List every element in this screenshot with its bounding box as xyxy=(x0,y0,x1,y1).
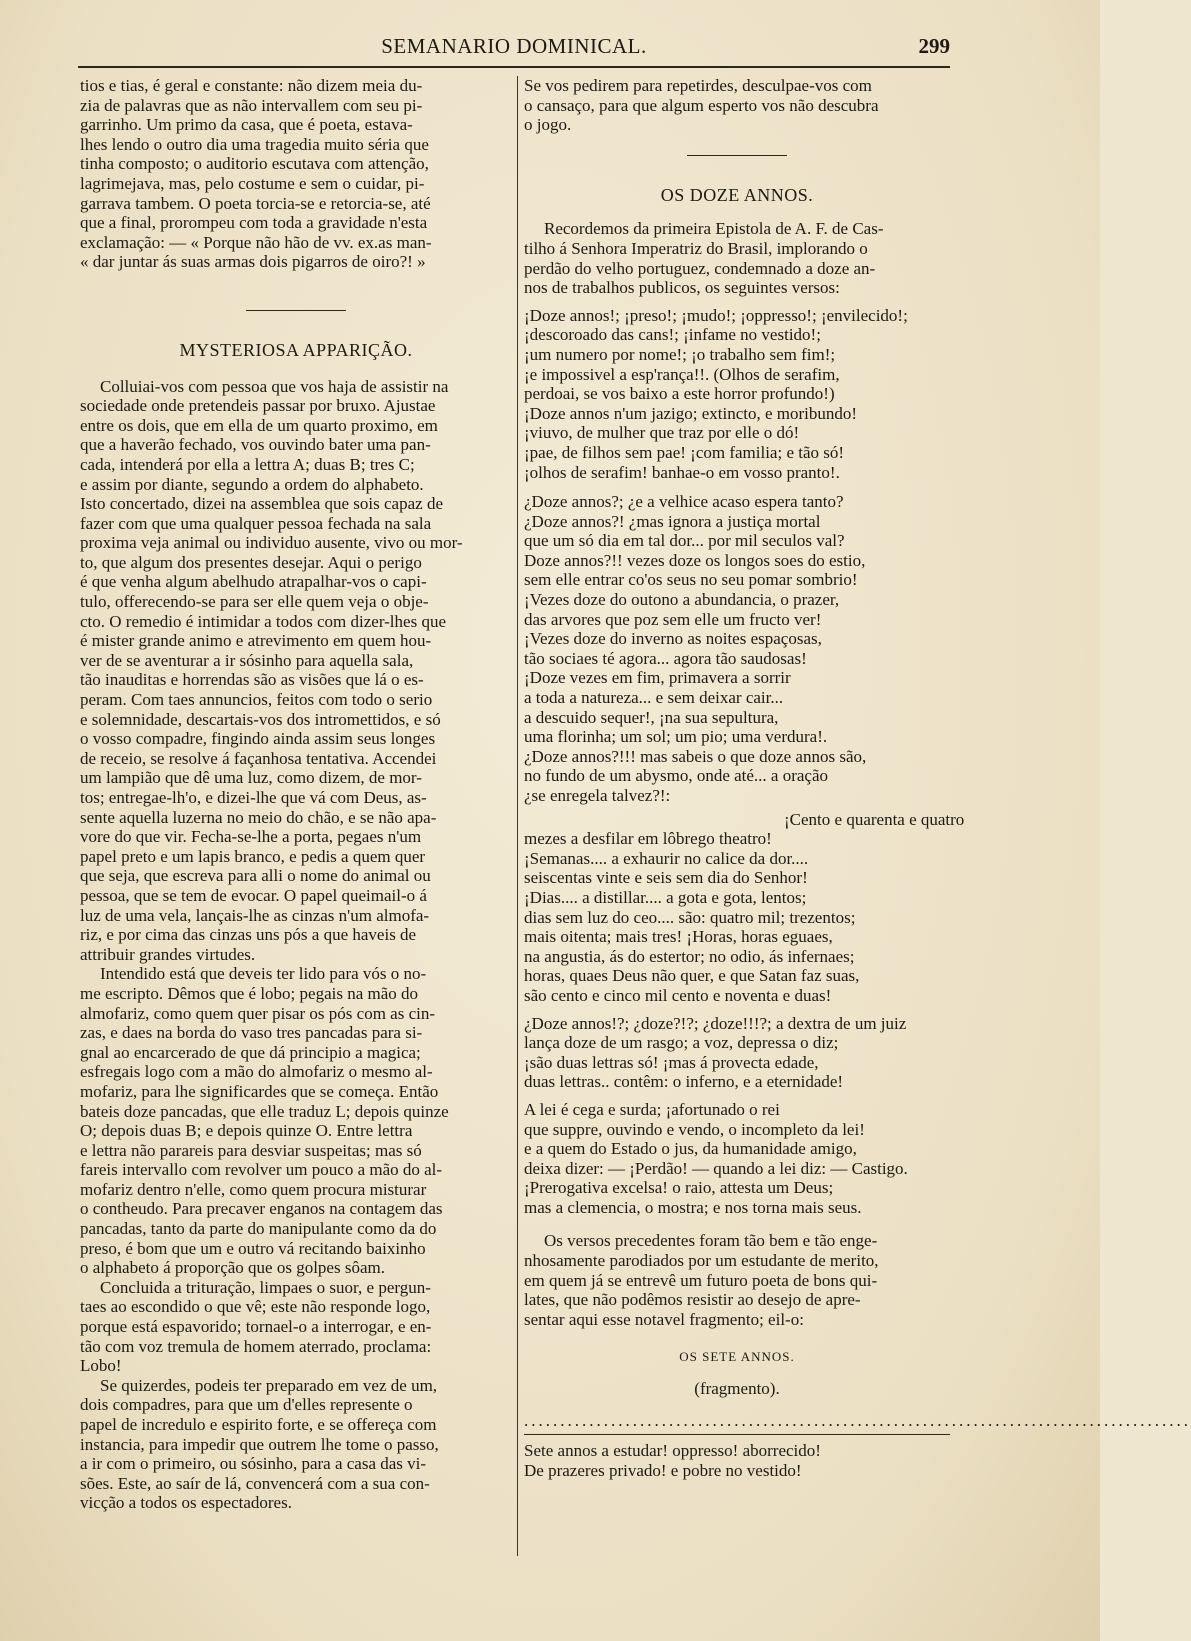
text-line: porque está espavorido; tornael-o a interrogar, e en- xyxy=(80,1317,432,1337)
text-line: tos; entregae-lh'o, e dizei-lhe que vá com Deus, as- xyxy=(80,788,427,807)
text-line: lança doze de um rasgo; a voz, depressa o diz; xyxy=(524,1033,839,1053)
text-line: ¡Prerogativa excelsa! o raio, attesta um Deus; xyxy=(524,1178,834,1198)
page-header xyxy=(78,32,950,66)
left-column xyxy=(80,76,512,1513)
text-line: « dar juntar ás suas armas dois pigarros de oiro?! » xyxy=(80,252,426,272)
text-line: sões. Este, ao saír de lá, convencerá com a sua con- xyxy=(80,1473,430,1493)
text-line: tinha composto; o auditorio escutava com attenção, xyxy=(80,154,429,174)
text-line: exclamação: — « Porque não hão de vv. ex.as man- xyxy=(80,232,432,252)
column-divider xyxy=(517,76,518,1556)
text-line: são cento e cinco mil cento e noventa e duas! xyxy=(524,985,832,1005)
text-line: ¡Doze annos n'um jazigo; extincto, e moribundo! xyxy=(524,403,858,423)
text-line: um lampião que dê uma luz, como dizem, de mor- xyxy=(80,768,422,788)
text-line: perdoai, se vos baixo a este horror profundo!) xyxy=(524,384,835,404)
text-line: uma florinha; um sol; um pio; uma verdura!. xyxy=(524,727,828,747)
text-line: mais oitenta; mais tres! ¡Horas, horas eguaes, xyxy=(524,927,833,947)
text-line: no fundo de um abysmo, onde até... a oração xyxy=(524,766,829,786)
text-line: ¿Doze annos?!!! mas sabeis o que doze annos são, xyxy=(524,746,867,766)
text-line: nos de trabalhos publicos, os seguintes versos: xyxy=(524,278,840,298)
text-line: Concluida a trituração, limpaes o suor, e pergun- xyxy=(100,1277,431,1297)
text-line: o alphabeto á proporção que os golpes sôam. xyxy=(80,1258,385,1278)
text-line: A lei é cega e surda; ¡afortunado o rei xyxy=(524,1099,780,1119)
text-line: ¡viuvo, de mulher que traz por elle o dó! xyxy=(524,423,800,443)
text-line: Isto concertado, dizei na assemblea que sois capaz de xyxy=(80,494,443,514)
text-line: peram. Com taes annuncios, feitos com todo o serio xyxy=(80,690,433,710)
text-line: pessoa, que se tem de evocar. O papel queimail-o á xyxy=(80,885,427,905)
right-column xyxy=(524,76,1191,1480)
text-line: tulo, offerecendo-se para ser elle quem veja o obje- xyxy=(80,592,429,612)
text-line: e lettra não parareis para desviar suspeitas; mas só xyxy=(80,1140,422,1160)
text-line: lhes lendo o outro dia uma tragedia muito séria que xyxy=(80,134,429,154)
text-line: é que venha algum abelhudo atrapalhar-vos o capi- xyxy=(80,572,427,592)
text-line: Doze annos?!! vezes doze os longos soes do estio, xyxy=(524,550,866,570)
verse-stanza-2 xyxy=(524,492,950,806)
section-title-doze-annos: OS DOZE ANNOS. xyxy=(660,184,814,205)
left-intro-paragraph xyxy=(80,76,512,272)
text-line: dias sem luz do ceo.... são: quatro mil; trezentos; xyxy=(524,907,856,927)
right-intro-paragraph xyxy=(524,76,950,135)
text-line: sentar aqui esse notavel fragmento; eil-o: xyxy=(524,1309,804,1329)
text-line: ¡olhos de serafim! banhae-o em vosso pranto!. xyxy=(524,462,840,482)
text-line: gnal ao encarcerado de que dá principio a magica; xyxy=(80,1042,421,1062)
text-line: Os versos precedentes foram tão bem e tão enge- xyxy=(544,1231,878,1251)
text-line: ¡são duas lettras só! ¡mas á provecta edade, xyxy=(524,1052,819,1072)
text-line: que suppre, ouvindo e vendo, o incompleto da lei! xyxy=(524,1119,865,1139)
text-line: Recordemos da primeira Epistola de A. F. de Cas- xyxy=(544,219,884,239)
paragraph-os-versos xyxy=(524,1231,950,1329)
text-line: ¡descoroado das cans!; ¡infame no vestido!; xyxy=(524,325,821,345)
text-line: attribuir grandes virtudes. xyxy=(80,944,256,964)
text-line: mas a clemencia, o mostra; e nos torna mais seus. xyxy=(524,1197,862,1217)
text-line: na angustia, ás do estertor; no odio, ás infernaes; xyxy=(524,946,855,966)
text-line: dois compadres, para que um d'elles represente o xyxy=(80,1395,413,1415)
text-line: o cansaço, para que algum esperto vos não descubra xyxy=(524,95,879,115)
text-line: to, que algum dos presentes desejar. Aqui o perigo xyxy=(80,552,422,572)
text-line: mofariz dentro n'elle, como quem procura misturar xyxy=(80,1179,427,1199)
text-line: seiscentas vinte e seis sem dia do Senhor! xyxy=(524,868,808,888)
text-line: ¡Doze annos!; ¡preso!; ¡mudo!; ¡oppresso!; ¡envilecido!; xyxy=(524,305,908,325)
text-line: das arvores que poz sem elle um fructo ver! xyxy=(524,609,822,629)
text-line: Sete annos a estudar! oppresso! aborrecido! xyxy=(524,1441,821,1461)
text-line: entre os dois, que em ella de um quarto proximo, em xyxy=(80,415,438,435)
text-line: fareis intervallo com revolver um pouco a mão do al- xyxy=(80,1160,443,1180)
text-line: riz, e por cima das cinzas uns pós a que haveis de xyxy=(80,925,417,945)
text-line: perdão do velho portuguez, condemnado a doze an- xyxy=(524,258,876,278)
text-line: deixa dizer: — ¡Perdão! — quando a lei diz: — Castigo. xyxy=(524,1158,908,1178)
text-line: ¿Doze annos!?; ¿doze?!?; ¿doze!!!?; a dextra de um juiz xyxy=(524,1013,907,1033)
text-line: em quem já se entrevê um futuro poeta de bons qui- xyxy=(524,1270,878,1290)
text-line: ¡um numero por nome!; ¡o trabalho sem fim!; xyxy=(524,344,836,364)
paragraph-colluiai xyxy=(80,377,512,965)
text-line: a ir com o primeiro, ou sósinho, para a casa das vi- xyxy=(80,1454,427,1474)
text-line: ver de se aventurar a ir sósinho para aquella sala, xyxy=(80,650,414,670)
text-line: vore do que vir. Fecha-se-lhe a porta, pegaes n'um xyxy=(80,827,422,847)
text-line: a descuido sequer!, ¡na sua sepultura, xyxy=(524,707,779,727)
page-number: 299 xyxy=(918,34,950,58)
ellipsis-line: ............................................................................................ xyxy=(524,1410,1191,1430)
text-line: garrava tambem. O poeta torcia-se e retorcia-se, até xyxy=(80,193,431,213)
paragraph-recordemos xyxy=(524,219,950,297)
verse-stanza-1 xyxy=(524,306,950,482)
text-line: sociedade onde pretendeis passar por bruxo. Ajustae xyxy=(80,396,436,416)
text-line: taes ao escondido o que vê; este não responde logo, xyxy=(80,1297,431,1317)
text-line: tios e tias, é geral e constante: não dizem meia du- xyxy=(80,76,423,95)
text-line: Se vos pedirem para repetirdes, desculpae-vos com xyxy=(524,76,872,95)
text-line: a toda a natureza... e sem deixar cair... xyxy=(524,688,784,708)
text-line: que a haverão fechado, vos ouvindo bater uma pan- xyxy=(80,435,431,455)
text-line: de receio, se resolve á façanhosa tentativa. Accendei xyxy=(80,748,437,768)
text-line: sente aquella luzerna no meio do chão, e se não apa- xyxy=(80,807,437,827)
text-line: Lobo! xyxy=(80,1356,122,1376)
text-line: é mister grande animo e atrevimento em quem hou- xyxy=(80,631,432,651)
verse-stanza-4 xyxy=(524,1014,950,1092)
text-line: ¡Dias.... a distillar.... a gota e gota, lentos; xyxy=(524,887,807,907)
text-line: luz de uma vela, lançais-lhe as cinzas n'um almofa- xyxy=(80,905,430,925)
text-line: duas lettras.. contêm: o inferno, e a eternidade! xyxy=(524,1072,844,1092)
fragment-rule xyxy=(524,1434,950,1435)
text-line: que um só dia em tal dor... por mil seculos val? xyxy=(524,531,845,551)
text-line: tão inauditas e horrendas são as visões que lá o es- xyxy=(80,670,424,690)
text-line: sem elle entrar co'os seus no seu pomar sombrio! xyxy=(524,570,858,590)
text-line: tão com voz tremula de homem aterrado, proclama: xyxy=(80,1336,432,1356)
text-line: papel preto e um lapis branco, e pedis a quem quer xyxy=(80,846,426,866)
text-line: ¡pae, de filhos sem pae! ¡com familia; e tão só! xyxy=(524,442,845,462)
running-title: SEMANARIO DOMINICAL. xyxy=(381,34,647,58)
text-line: tilho á Senhora Imperatriz do Brasil, implorando o xyxy=(524,238,868,258)
text-line: Intendido está que deveis ter lido para vós o no- xyxy=(100,964,427,984)
text-line: garrinho. Um primo da casa, que é poeta, estava- xyxy=(80,115,413,135)
text-line: Se quizerdes, podeis ter preparado em vez de um, xyxy=(100,1375,438,1395)
text-line: tão sociaes té agora... agora tão saudosas! xyxy=(524,648,807,668)
text-line: e assim por diante, segundo a ordem do alphabeto. xyxy=(80,474,424,494)
text-line: cto. O remedio é intimidar a todos com dizer-lhes que xyxy=(80,611,446,631)
paragraph-se-quizerdes xyxy=(80,1376,512,1513)
paragraph-concluida xyxy=(80,1278,512,1376)
text-line: ¡Vezes doze do inverno as noites espaçosas, xyxy=(524,629,822,649)
text-line: e a quem do Estado o jus, da humanidade amigo, xyxy=(524,1139,857,1159)
sub-caption-fragmento: (fragmento). xyxy=(694,1379,780,1399)
paragraph-intendido xyxy=(80,964,512,1278)
text-line: fazer com que uma qualquer pessoa fechada na sala xyxy=(80,513,432,533)
sub-title-sete-annos: OS SETE ANNOS. xyxy=(679,1349,795,1365)
text-line: pancadas, tanto da parte do manipulante como da do xyxy=(80,1219,437,1239)
text-line: mofariz, para lhe significardes que se começa. Então xyxy=(80,1081,439,1101)
verse-stanza-6 xyxy=(524,1441,950,1480)
text-line: De prazeres privado! e pobre no vestido! xyxy=(524,1460,802,1480)
text-line: horas, quaes Deus não quer, e que Satan faz suas, xyxy=(524,966,860,986)
text-line: ¡e impossivel a esp'rança!!. (Olhos de serafim, xyxy=(524,364,840,384)
text-line: esfregais logo com a mão do almofariz o mesmo al- xyxy=(80,1062,433,1082)
text-line: instancia, para impedir que outrem lhe tome o passo, xyxy=(80,1434,439,1454)
text-line: papel de incredulo e espirito forte, e se offereça com xyxy=(80,1415,437,1434)
text-line: nhosamente parodiados por um estudante de merito, xyxy=(524,1251,879,1271)
text-line: lagrimejava, mas, pelo costume e sem o cuidar, pi- xyxy=(80,173,425,193)
text-line: ¡Vezes doze do outono a abundancia, o prazer, xyxy=(524,590,840,610)
text-line: ¿Doze annos?; ¿e a velhice acaso espera tanto? xyxy=(524,492,844,512)
text-line: ¿Doze annos?! ¿mas ignora a justiça mortal xyxy=(524,511,821,531)
text-line: o jogo. xyxy=(524,115,572,135)
verse-line-cento: ¡Cento e quarenta e quatro xyxy=(784,809,965,829)
text-line: que a final, prorompeu com toda a gravidade n'esta xyxy=(80,213,428,233)
text-line: lates, que não podêmos resistir ao desejo de apre- xyxy=(524,1290,861,1310)
text-line: o contheudo. Para precaver enganos na contagem das xyxy=(80,1199,443,1219)
text-line: o vosso compadre, fingindo ainda assim seus longes xyxy=(80,729,436,749)
text-line: me escripto. Dêmos que é lobo; pegais na mão do xyxy=(80,983,419,1003)
text-line: almofariz, como quem quer pisar os pós com as cin- xyxy=(80,1003,436,1023)
text-line: proxima veja animal ou individuo ausente, vivo ou mor- xyxy=(80,533,463,553)
text-line: cada, intenderá por ella a lettra A; duas B; tres C; xyxy=(80,454,415,474)
verse-stanza-5 xyxy=(524,1100,950,1218)
section-title-mysteriosa: MYSTERIOSA APPARIÇÃO. xyxy=(179,339,413,360)
text-line: mezes a desfilar em lôbrego theatro! xyxy=(524,829,772,849)
verse-stanza-3 xyxy=(524,809,965,1006)
text-line: e solemnidade, descartais-vos dos intromettidos, e só xyxy=(80,709,441,729)
text-line: zia de palavras que as não intervallem com seu pi- xyxy=(80,95,423,115)
text-line: bateis doze pancadas, que elle traduz L; depois quinze xyxy=(80,1101,449,1121)
text-line: ¡Semanas.... a exhaurir no calice da dor.... xyxy=(524,848,809,868)
header-rule xyxy=(78,66,950,68)
text-line: que seja, que escreva para alli o nome do animal ou xyxy=(80,866,431,886)
text-line: O; depois duas B; e depois quinze O. Entre lettra xyxy=(80,1121,413,1141)
text-line: ¡Doze vezes em fim, primavera a sorrir xyxy=(524,668,791,688)
text-line: ¿se enregela talvez?!: xyxy=(524,786,671,805)
text-line: Colluiai-vos com pessoa que vos haja de assistir na xyxy=(100,376,449,396)
text-line: preso, é bom que um e outro vá recitando baixinho xyxy=(80,1238,426,1258)
text-line: vicção a todos os espectadores. xyxy=(80,1493,292,1513)
text-line: zas, e daes na borda do vaso tres pancadas para si- xyxy=(80,1023,423,1043)
